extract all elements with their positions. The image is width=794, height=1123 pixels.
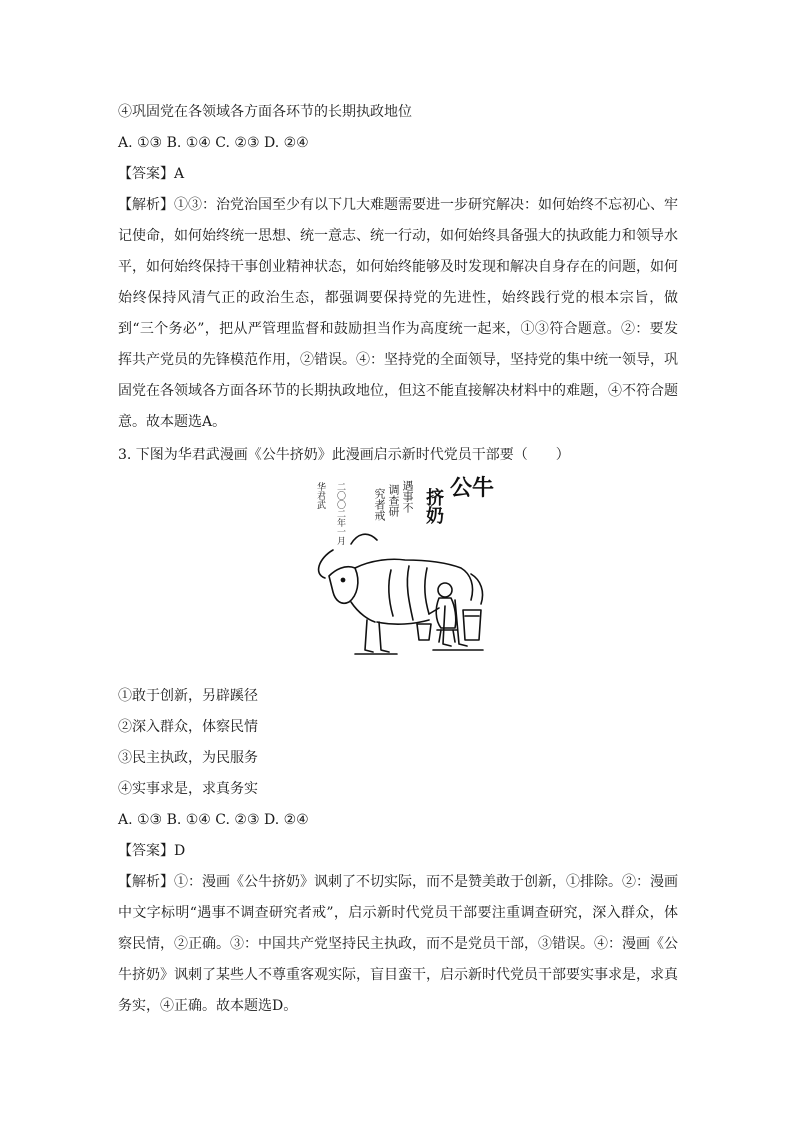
cartoon-title-right: 公牛 [450, 476, 495, 501]
cartoon-caption-col-1: 遇事不 [401, 480, 414, 513]
cartoon-caption-col-3: 究者戒 [373, 488, 386, 521]
bull-drawing [305, 474, 495, 666]
q2-option-4: ④巩固党在各领域各方面各环节的长期执政地位 [118, 104, 412, 120]
cartoon-signature: 华君武 [315, 482, 325, 509]
q3-analysis: 【解析】①：漫画《公牛挤奶》讽刺了不切实际，而不是赞美敢于创新，①排除。②：漫画中文字标明“遇事不调查研究者戒”，启示新时代党员干部要注重调查研究，深入群众，体察民情，②正确。③：中国共产党坚持民主执政，而不是党员干部，③错误。④：漫画《公牛挤奶》讽刺了某些人不尊重客观实际，盲目蛮干，启示新时代党员干部要实事求是，求真务实，④正确。故本题选D。 [118, 874, 678, 1014]
q3-option-3: ③民主执政，为民服务 [118, 750, 258, 766]
q3-answer: 【答案】D [118, 843, 186, 859]
cartoon-date: 二〇〇二年一月 [335, 482, 345, 545]
q3-option-4: ④实事求是，求真务实 [118, 781, 258, 797]
cartoon-caption-col-2: 调查研 [387, 484, 400, 517]
q3-stem: 3. 下图为华君武漫画《公牛挤奶》此漫画启示新时代党员干部要（ ） [118, 447, 570, 463]
q3-option-1: ①敢于创新，另辟蹊径 [118, 688, 258, 704]
cartoon-image [305, 474, 495, 666]
q2-analysis: 【解析】①③：治党治国至少有以下几大难题需要进一步研究解决：如何始终不忘初心、牢记使命，如何始终统一思想、统一意志、统一行动，如何始终具备强大的执政能力和领导水平，如何始终保持干事创业精神状态，如何始终能够及时发现和解决自身存在的问题，如何始终保持风清气正的政治生态，都强调要保持党的先进性，始终践行党的根本宗旨，做到“三个务必”，把从严管理监督和鼓励担当作为高度统一起来，①③符合题意。②：要发挥共产党员的先锋模范作用，②错误。④：坚持党的全面领导，坚持党的集中统一领导，巩固党在各领域各方面各环节的长期执政地位，但这不能直接解决材料中的难题，④不符合题意。故本题选A。 [118, 197, 678, 430]
q3-choices: A. ①③ B. ①④ C. ②③ D. ②④ [118, 812, 309, 828]
q3-option-2: ②深入群众，体察民情 [118, 719, 258, 735]
cartoon-title-left: 挤奶 [423, 488, 444, 524]
q2-choices: A. ①③ B. ①④ C. ②③ D. ②④ [118, 135, 309, 151]
q2-answer: 【答案】A [118, 166, 185, 182]
